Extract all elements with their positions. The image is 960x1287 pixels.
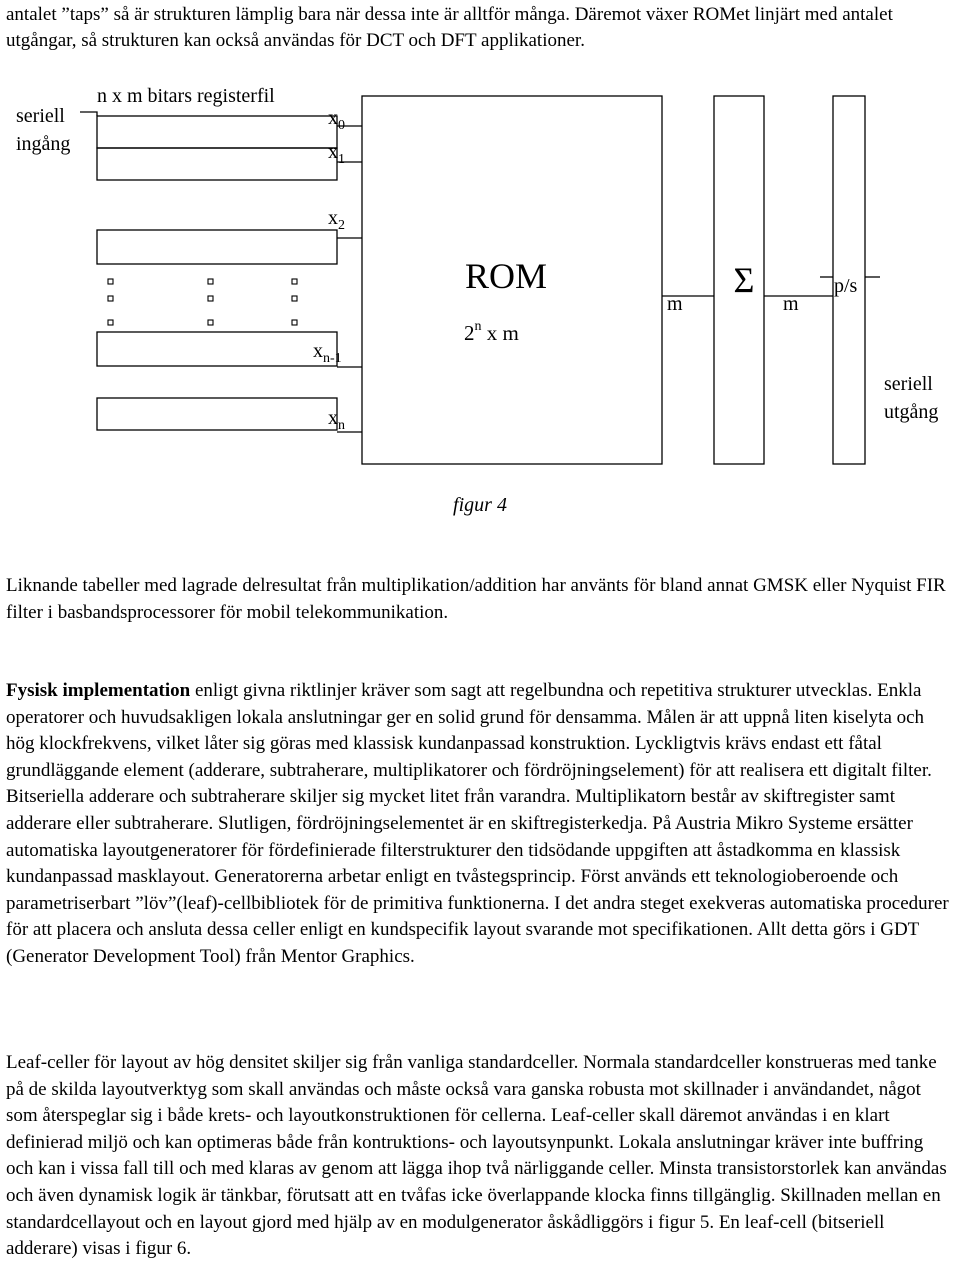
rom-title: ROM	[464, 256, 548, 296]
sum-symbol: Σ	[733, 260, 755, 300]
ellipsis-dots	[108, 279, 297, 325]
register-file-label: n x m bitars registerfil	[97, 85, 275, 107]
x1-label: $x_1$	[328, 141, 345, 167]
register-row-n-1	[97, 332, 337, 366]
bus-out-width-label: m	[783, 293, 799, 315]
serial-output-label-line1: seriell	[884, 373, 933, 395]
paragraph-3: Leaf-celler för layout av hög densitet skiljer sig från vanliga standardceller. Normala standardceller konstrueras med tanke på de skilda layoutverktyg som skall användas och måste också vara ganska robusta mot skillnader i användandet, något som återspeglar sig i både krets- och layoutkonstruktionen för cellerna. Leaf-celler skall däremot användas i en klart definierad miljö och kan optimeras både från kontruktions- och layoutsynpunkt. Lokala anslutningar kräver inte buffring och kan i vissa fall till och med klaras av genom att lägga ihop två närliggande celler. Minsta transistorstorlek kan användas och även dynamisk logik är tänkbar, förutsatt att en tvåfas icke överlappande klocka finns tillgänglig. Skillnaden mellan en standardcellayout och en layout gjord med hjälp av en modulgenerator åskådliggörs i figur 5. En leaf-cell (bitseriell adderare) visas i figur 6.	[6, 1052, 947, 1260]
bus-in-width-label: m	[667, 293, 683, 315]
paragraph-2-body: enligt givna riktlinjer kräver som sagt att regelbundna och repetitiva strukturer utvecklas. Enkla operatorer och huvudsakligen lokala anslutningar ger en solid grund för densamma. Målen är att uppnå liten kiselyta och hög klockfrekvens, vilket låter sig göras med klassisk kundanpassad konstruktion. Lyckligtvis krävs endast ett fåtal grundläggande element (adderare, subtraherare, multiplikatorer och fördröjningselement) för att realisera ett digitalt filter. Bitseriella adderare och subtraherare skiljer sig mycket litet från varandra. Multiplikatorn består av skiftregister samt adderare eller subtraherare. Slutligen, fördröjningselementet är en skiftregisterkedja. På Austria Mikro Systeme ersätter automatiska layoutgeneratorer för fördefinierade filterstrukturer den tidsödande uppgiften att åstadkomma en klassisk kundanpassad masklayout. Generatorerna arbetar enligt en tvåstegsprincip. Först används ett teknologioberoende och parametriserbart ”löv”(leaf)-cellbibliotek för de primitiva funktionerna. I det andra steget exekveras automatiska procedurer för att placera och ansluta dessa celler enligt en kundspecifik layout svarande mot specifikationen. Allt detta görs i GDT (Generator Development Tool) från Mentor Graphics.	[6, 680, 949, 967]
serial-input-line	[80, 112, 97, 116]
intro-text: antalet ”taps” så är strukturen lämplig bara när dessa inte är alltför många. Däremot växer ROMet linjärt med antalet utgångar, så strukturen kan också användas för DCT och DFT applikationer.	[6, 4, 893, 51]
serial-input-label-line2: ingång	[16, 133, 71, 155]
rom-size-label: 2$^n$ x m	[464, 319, 519, 345]
rom-architecture-diagram	[0, 60, 960, 480]
serial-input-label-line1: seriell	[16, 105, 65, 127]
register-row-0	[97, 116, 337, 148]
parallel-serial-label: p/s	[834, 275, 858, 297]
paragraph-1: Liknande tabeller med lagrade delresultat från multiplikation/addition har använts för bland annat GMSK eller Nyquist FIR filter i basbandsprocessorer för mobil telekommunikation.	[6, 575, 946, 623]
xn-1-label: $x_{n-1}$	[313, 340, 342, 366]
register-row-2	[97, 230, 337, 264]
xn-label: $x_n$	[328, 407, 345, 433]
x0-label: $x_0$	[328, 107, 345, 133]
figure-caption: figur 4	[453, 494, 507, 516]
paragraph-2-heading: Fysisk implementation	[6, 680, 191, 701]
serial-output-label-line2: utgång	[884, 401, 939, 423]
x2-label: $x_2$	[328, 207, 345, 233]
register-row-n	[97, 398, 337, 430]
register-row-1	[97, 148, 337, 180]
paragraph-2	[6, 678, 954, 971]
